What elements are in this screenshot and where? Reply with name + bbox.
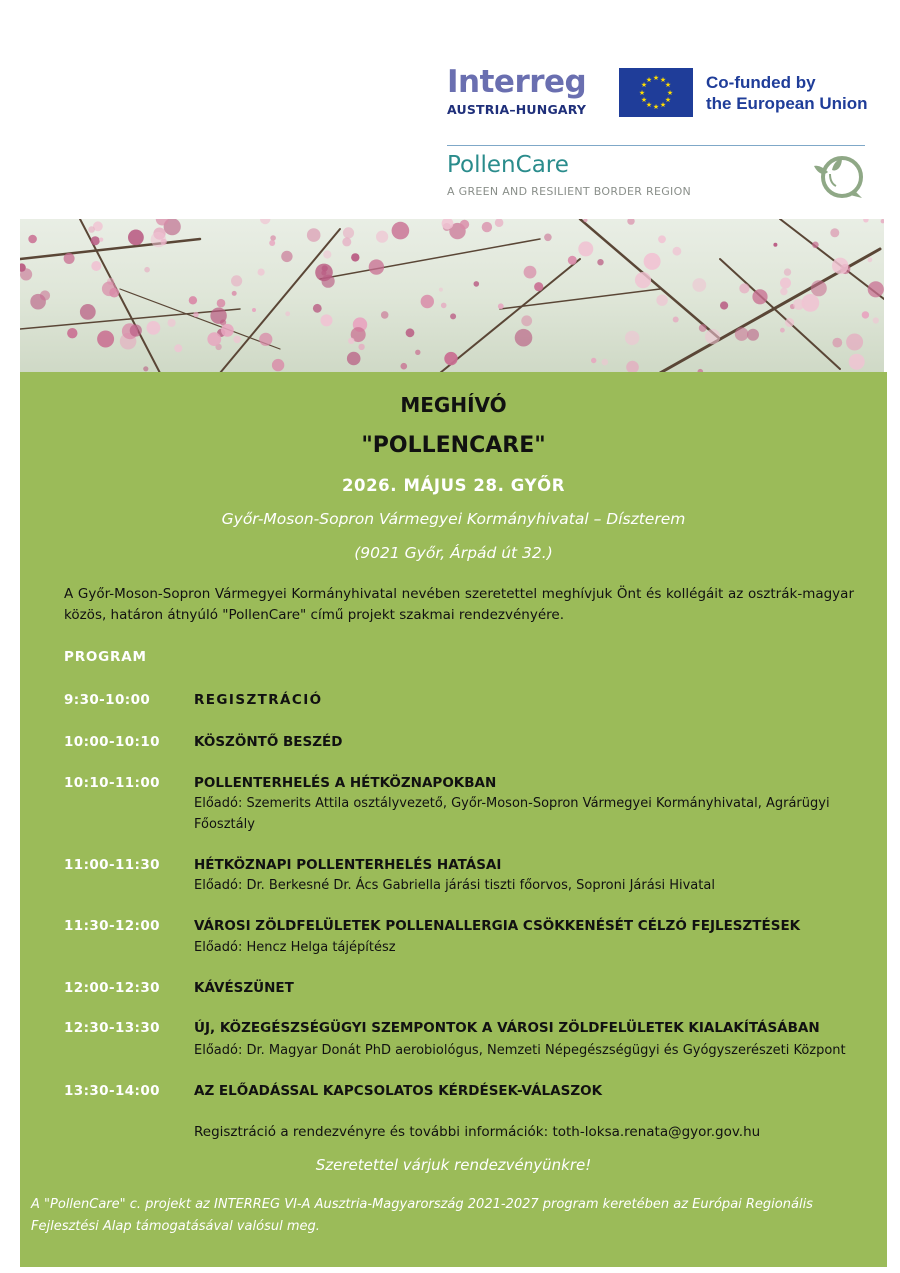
program-time: 9:30-10:00 [64, 692, 151, 708]
pollencare-name: PollenCare [447, 152, 569, 178]
svg-text:★: ★ [664, 81, 672, 89]
program-title: POLLENTERHELÉS A HÉTKÖZNAPOKBAN [194, 775, 497, 791]
svg-text:★: ★ [666, 89, 674, 97]
program-title: KÁVÉSZÜNET [194, 980, 294, 996]
eu-text-line1: Co-funded by [706, 73, 816, 92]
interreg-brand: Interreg [447, 64, 587, 100]
program-time: 13:30-14:00 [64, 1083, 160, 1099]
eu-flag-icon [619, 68, 693, 117]
interreg-logo [447, 66, 597, 117]
interreg-sub: AUSTRIA–HUNGARY [447, 102, 587, 117]
program-title: VÁROSI ZÖLDFELÜLETEK POLLENALLERGIA CSÖKKENÉSÉT CÉLZÓ FEJLESZTÉSEK [194, 918, 801, 934]
funding-note: A "PollenCare" c. projekt az INTERREG VI-A Ausztria-Magyarország 2021-2027 program keretében az Európai Regionális Fejlesztési Alap támogatásával valósul meg. [31, 1197, 813, 1234]
program-title: HÉTKÖZNAPI POLLENTERHELÉS HATÁSAI [194, 857, 502, 873]
program-speaker: Előadó: Dr. Berkesné Dr. Ács Gabriella járási tiszti főorvos, Soproni Járási Hivatal [194, 878, 715, 893]
program-speaker: Előadó: Hencz Helga tájépítész [194, 940, 396, 955]
svg-text:★: ★ [652, 103, 660, 111]
invitation-intro: A Győr-Moson-Sopron Vármegyei Kormányhivatal nevében szeretettel meghívjuk Önt és kollégáit az osztrák-magyar közös, határon átnyúló "PollenCare" című projekt szakmai rendezvényére. [64, 586, 854, 623]
welcome-text: Szeretettel várjuk rendezvényünkre! [315, 1156, 592, 1174]
program-title: ÚJ, KÖZEGÉSZSÉGÜGYI SZEMPONTOK A VÁROSI ZÖLDFELÜLETEK KIALAKÍTÁSÁBAN [194, 1020, 820, 1036]
svg-text:★: ★ [652, 74, 660, 82]
invitation-title: MEGHÍVÓ [400, 393, 507, 417]
svg-text:★: ★ [638, 89, 646, 97]
program-speaker: Előadó: Szemerits Attila osztályvezető, Győr-Moson-Sopron Vármegyei Kormányhivatal, Agrárügyi Főosztály [194, 796, 830, 832]
svg-text:★: ★ [664, 96, 672, 104]
program-time: 12:00-12:30 [64, 980, 160, 996]
program-heading: PROGRAM [64, 649, 147, 665]
invitation-subtitle: "POLLENCARE" [361, 433, 546, 458]
cherry-blossom-photo [20, 219, 884, 373]
svg-text:★: ★ [645, 76, 653, 84]
registration-info: Regisztráció a rendezvényre és további információk: toth-loksa.renata@gyor.gov.hu [194, 1124, 761, 1140]
svg-text:★: ★ [659, 101, 667, 109]
program-title: KÖSZÖNTŐ BESZÉD [194, 734, 343, 750]
event-venue: Győr-Moson-Sopron Vármegyei Kormányhivatal – Díszterem [221, 510, 686, 528]
event-date: 2026. MÁJUS 28. GYŐR [341, 476, 566, 495]
svg-text:★: ★ [640, 81, 648, 89]
event-address: (9021 Győr, Árpád út 32.) [354, 544, 553, 562]
eu-text-line2: the European Union [706, 94, 868, 113]
header-divider [447, 145, 865, 146]
svg-text:★: ★ [640, 96, 648, 104]
eu-cofunded-text [706, 72, 868, 114]
pollencare-leaf-logo-icon [810, 150, 866, 202]
program-time: 11:00-11:30 [64, 857, 160, 873]
svg-text:★: ★ [659, 76, 667, 84]
program-title: REGISZTRÁCIÓ [194, 692, 323, 708]
program-time: 10:10-11:00 [64, 775, 160, 791]
svg-text:★: ★ [645, 101, 653, 109]
program-time: 12:30-13:30 [64, 1020, 160, 1036]
program-title: AZ ELŐADÁSSAL KAPCSOLATOS KÉRDÉSEK-VÁLASZOK [194, 1083, 603, 1099]
program-speaker: Előadó: Dr. Magyar Donát PhD aerobiológus, Nemzeti Népegészségügyi és Gyógyszerészeti Központ [194, 1043, 846, 1058]
program-time: 10:00-10:10 [64, 734, 160, 750]
program-time: 11:30-12:00 [64, 918, 160, 934]
pollencare-tagline: A GREEN AND RESILIENT BORDER REGION [447, 185, 692, 198]
